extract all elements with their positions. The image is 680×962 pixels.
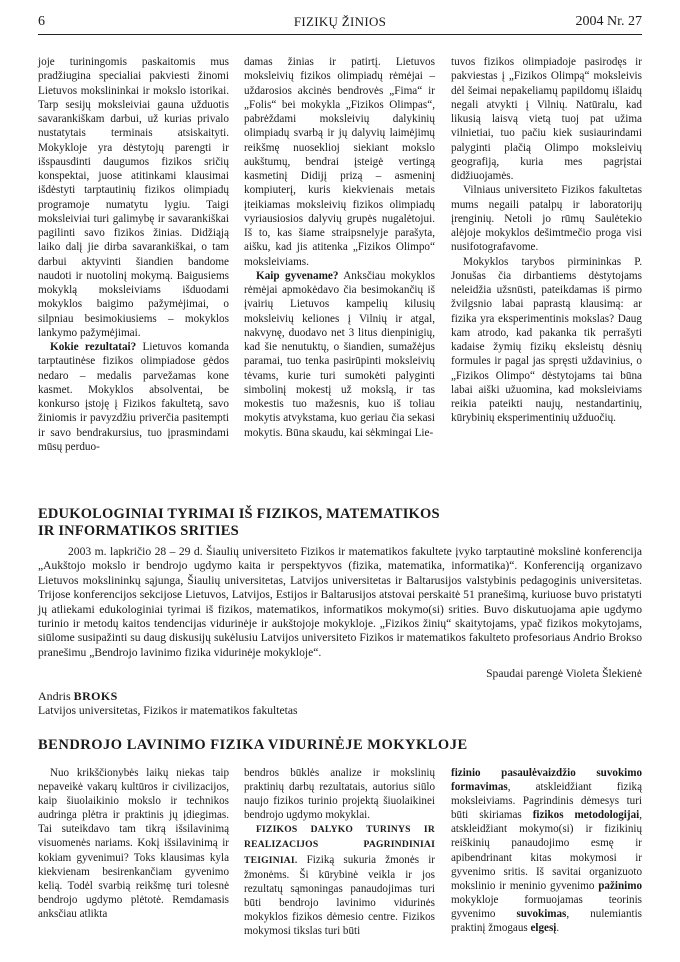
header-rule: [38, 34, 642, 35]
credit-line: Spaudai parengė Violeta Šlekienė: [486, 667, 642, 680]
text-run: .: [556, 922, 560, 935]
paragraph: Mokyklos tarybos pirmininkas P. Jonušas čia dirbantiems dėstytojams neleidžia užsnūsti, pateikdamas iš pirmo žvilgsnio labai paprastą klausimą: ar fizika yra eksperimentinis mokslas? Daug kam atrodo, kad pakanka tik perrašyti kadaise žymių fizikų eksleistų dėsnių formules ir pagal jas spręsti uždavinius, o „Fizikos Olimpo“ dėstytojams tai būna labai aiški užuomina, kad moksleiviams reikia pateikti naujų, nestandartinių, kūrybinių eksperimentinių užduočių.: [451, 255, 642, 425]
section-title-line: EDUKOLOGINIAI TYRIMAI IŠ FIZIKOS, MATEMATIKOS: [38, 506, 440, 522]
emphasis: elgesį: [530, 922, 557, 935]
paragraph-text: Anksčiau mokyklos rėmėjai apmokėdavo čia besimokančių iš įvairių Lietuvos kampelių kilusių moksleivių keliones į Vilnių ir atgal, nakvynę, duodavo net 3 litus dienpinigių, kad šie nenutuktų, o šiandien, sumažėjus paramai, tuo tenka pasirūpinti moksleivių tėvams, kurie turi sumokėti palyginti simbolinį mokestį už mokslą, ir tas mokestis tuo mažesnis, kuo iš toliau mokytis atvykstama, kuo geriau čia sekasi mokytis. Būna skaudu, kai sėkmingai Lie-: [244, 269, 435, 439]
text-run: , atskleidžiant mokymo(si) ir fizikinių reiškinių panaudojimo esmę ir apibendrinant kitas mokymosi ir gyvenimo sritis. Iš savitai organizuoto mokslinio ir meninio gyvenimo: [451, 809, 642, 892]
emphasis: pažinimo: [598, 879, 642, 892]
article-title: BENDROJO LAVINIMO FIZIKA VIDURINĖJE MOKYKLOJE: [38, 737, 468, 753]
paragraph: [451, 766, 642, 935]
author-surname: BROKS: [73, 689, 118, 703]
emphasis: suvokimas: [516, 907, 567, 920]
top-column-2: [244, 55, 435, 440]
text-run: mokykloje formuojamas teorinis gyvenimo: [451, 893, 642, 920]
paragraph: [244, 822, 435, 938]
paragraph-text: Lietuvos komanda tarptautinėse fizikos olimpiadose gėdos nedaro – medalis parvežamas kone kasmet. Mokyklos absolventai, be konkurso įstoję į Fizikos fakultetą, savo žiniomis ir pavyzdžiu priverčia pasitempti ir savo bendrakursius, tuo įprasmindami mūsų perduo-: [38, 341, 229, 453]
run-in-heading: Kaip gyvename?: [256, 269, 339, 282]
author-affiliation: Latvijos universitetas, Fizikos ir matematikos fakultetas: [38, 704, 298, 717]
paragraph: [38, 340, 229, 454]
page-header: [38, 14, 642, 32]
journal-title: FIZIKŲ ŽINIOS: [293, 14, 387, 29]
article-column-1: [38, 766, 229, 921]
author-first-name: Andris: [38, 689, 71, 703]
paragraph: [244, 269, 435, 440]
article-column-2: [244, 766, 435, 938]
emphasis: fizinio pasaulėvaizdžio suvokimo formavimas: [451, 767, 642, 794]
top-column-1: [38, 55, 229, 454]
paragraph: joje turiningomis paskaitomis mus pradžiugina specialiai pakviesti žinomi Lietuvos mokslininkai ir mokslo istorikai. Tarp sesijų moksleiviai gauna užduotis savarankiškam darbui, už kurias privalo nustatytais terminais atsiskaityti. Mokykloje yra dėstytojų parengti ir išspausdinti daugumos fizikos sričių konspektai, juose atitinkami klausimai išdėstyti tarptautinių fizikos olimpiadų programoje numatytu lygiu. Taigi moksleiviai turi galimybę ir savarankiškai pagilinti savo fizikos žinias. Didžiąją laiko dalį jie dirba savarankiškai, o tam darbui aktyvinti šiandien bandome naudoti ir nuotolinį mokymą. Baigusiems mokyklą moksleiviams išduodami mokyklos baigimo pažymėjimai, o silpniau besimokiusiems – mokyklos lankymo pažymėjimai.: [38, 56, 229, 339]
emphasis: fizikos metodologijai: [532, 809, 640, 822]
paragraph-text: Fiziką sukuria žmonės ir žmonėms. Ši kūrybinė veikla ir jos rezultatų sąmoningas panaudojimas turi būti bendrojo lavinimo vidurinės mokyklos fizikos dėmesio centre. Fizikos mokymosi tikslas turi būti: [244, 853, 435, 938]
page-number: 6: [38, 14, 45, 29]
paragraph: Nuo krikščionybės laikų niekas taip nepaveikė vakarų kultūros ir civilizacijos, kaip šiuolaikinio mokslo ir technikos audringa plėtra ir praktinis jų įdiegimas. Tai suteikdavo tam tikrą išsilavinimą visuomenės nariams. Kokį išsilavinimą ir kokiam gyvenimui? Toks klausimas kyla kiekvienam besirenkančiam gyvenimo kelią. Todėl svarbią reikšmę turi tolesnė bendrojo ugdymo plėtotė. Remdamasis anksčiau atlikta: [38, 767, 229, 920]
text-run: , nulemiantis praktinį žmogaus: [451, 907, 642, 935]
author-name: [38, 689, 118, 704]
paragraph: bendros būklės analize ir mokslinių praktinių darbų rezultatais, autorius siūlo naujo fizikos turinio projektą šiuolaikinei bendrojo ugdymo mokyklai.: [244, 767, 435, 822]
issue-label: 2004 Nr. 27: [575, 14, 642, 29]
paragraph: Vilniaus universiteto Fizikos fakultetas mums negaili patalpų ir laboratorijų įrenginių. Netoli jo rūmų Saulėtekio alėjoje mokyklos dešimtmečio proga visi nusifotografavome.: [451, 184, 642, 254]
conference-announcement: [38, 545, 642, 660]
article-column-3: [451, 766, 642, 935]
paragraph: damas žinias ir patirtį. Lietuvos moksleivių fizikos olimpiadų rėmėjai – uždarosios akcinės bendrovės „Fima“ ir „Folis“ bei mokykla „Fizikos Olimpas“, pabrėždami moksleivių dalykinių olimpiadų svarbą ir jų dalyvių laimėjimų reikšmę nuoseklioj siekiant mokslo aukštumų, bendrai įsteigė vertingą kasmetinį Didijį prizą – asmeninį kompiuterį, kuris kiekvienais metais įteikiamas moksleivių fizikos olimpiadų vyriausiosios dalyvių grupės nugalėtojui. Iš to, kas šiame straipsnelyje parašyta, aišku, kad jis atitenka „Fizikos Olimpo“ moksleiviams.: [244, 56, 435, 268]
section-title: [38, 506, 642, 540]
section-title-line: IR INFORMATIKOS SRITIES: [38, 523, 239, 539]
text-run: , atskleidžiant fiziką moksleiviams. Pagrindinis dėmesys turi būti skiriamas: [451, 781, 642, 822]
run-in-heading: Kokie rezultatai?: [50, 341, 137, 353]
announcement-text: 2003 m. lapkričio 28 – 29 d. Šiaulių universiteto Fizikos ir matematikos fakultete įvyko tarptautinė mokslinė konferencija „Aukštojo mokslo ir bendrojo ugdymo kaita ir perspektyvos (fizika, matematika, informatika)“. Konferenciją organizavo Lietuvos mokslininkų sąjunga, Šiaulių universitetas, Latvijos universitetas ir Baltarusijos valstybinis pedagoginis universitetas. Trijose konferencijos sekcijose Lietuvos, Latvijos, Estijos ir Baltarusijos atstovai perskaitė 51 pranešimą, kuriuose buvo pristatyti jų atliekami edukologiniai tyrimai iš fizikos, matematikos, informatikos mokymo(si) srities. Buvo diskutuojama apie ugdymo turinio ir metodų kaitos tendencijas vidurinėje ir aukštojoje mokykloje. „Fizikos žinių“ skaitytojams, ypač fizikos mokytojams, siūlome susipažinti su daug diskusijų sukėlusiu Latvijos universiteto Fizikos ir matematikos fakulteto profesoriaus Andrio Brokso pranešimu „Bendrojo lavinimo fizika vidurinėje mokykloje“.: [38, 545, 642, 659]
paragraph: tuvos fizikos olimpiadoje pasirodęs ir pakviestas į „Fizikos Olimpą“ moksleivis dėl šeimai nepakeliamų papildomų išlaidų negali atvykti į Vilnių. Natūralu, kad likusią laisvą vietą tuoj pat užima vilnietiai, tuo pačiu kiek susiaurindami palyginti plačią Olimpo moksleivių geografiją, kuria mes pagrįstai didžiuojamės.: [451, 56, 642, 182]
run-in-heading: FIZIKOS DALYKO TURINYS IR REALIZACIJOS PAGRINDINIAI TEIGINIAI.: [244, 824, 435, 866]
top-column-3: [451, 55, 642, 426]
